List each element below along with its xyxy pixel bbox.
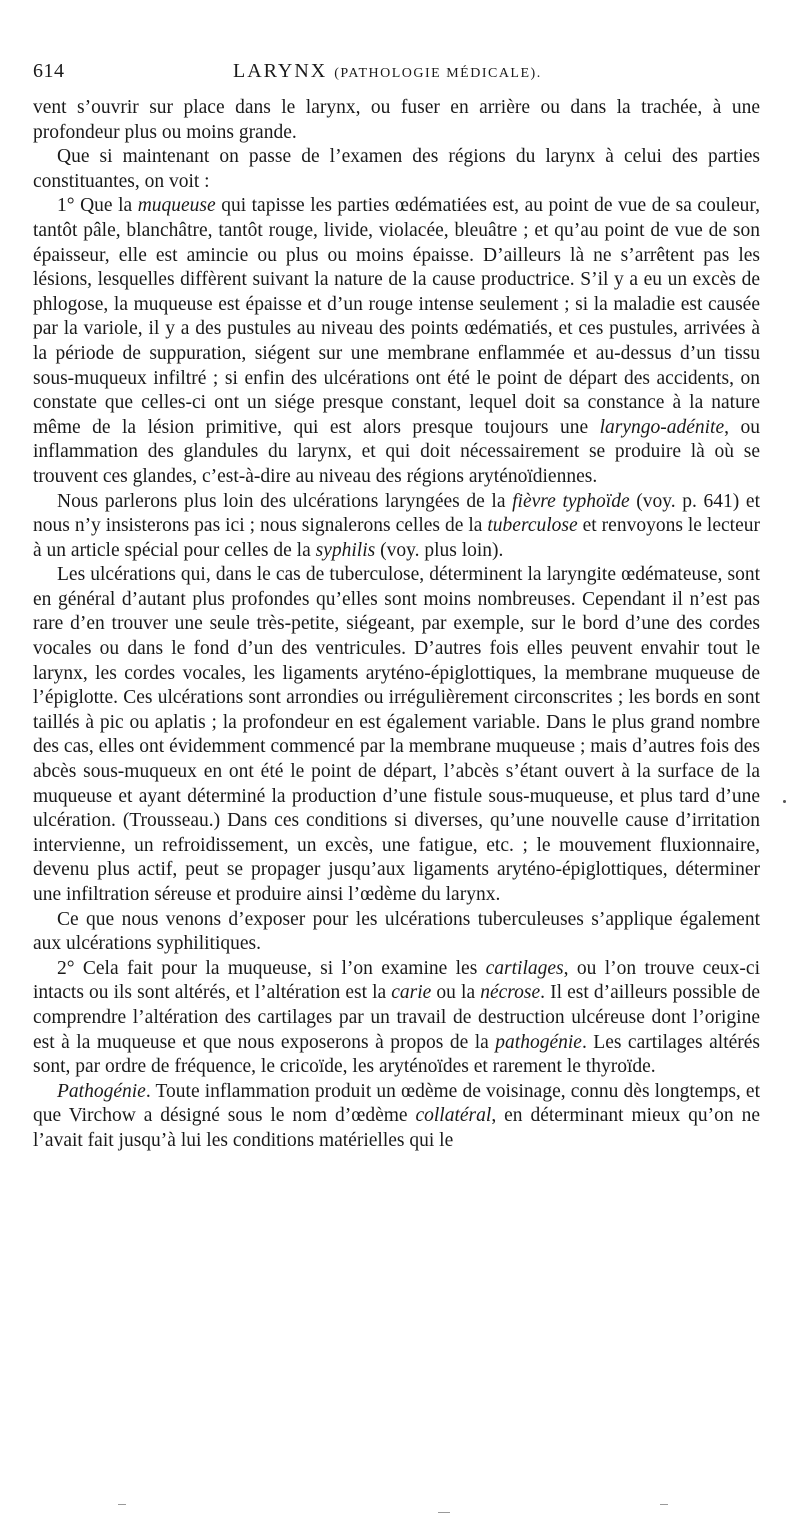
paragraph-p2 (33, 145, 760, 194)
paragraph-p7 (33, 957, 760, 1080)
body-text (33, 96, 760, 1154)
text-run: , ou l’on trouve ceux-ci intacts ou ils sont altérés, et l’altération est la (33, 957, 760, 1004)
running-header (33, 60, 760, 90)
page-number: 614 (33, 60, 65, 82)
text-run: . Il est d’ailleurs possible de comprendre l’altération des cartilages par un travail de destruction ulcéreuse dont l’origine est à la muqueuse et que nous exposerons à propos de la (33, 982, 760, 1053)
text-run: , en déterminant mieux qu’on ne l’avait fait jusqu’à lui les conditions matérielles qui le (33, 1105, 760, 1151)
text-run: ou la (431, 982, 481, 1004)
italic-term: collatéral (415, 1105, 492, 1127)
paragraph-p8 (33, 1080, 760, 1154)
paragraph-p6 (33, 908, 760, 957)
footer-dash-right (660, 1504, 668, 1505)
text-run: (voy. p. 641) et nous n’y insisterons pas ici ; nous signalerons celles de la (33, 490, 760, 537)
italic-term: tuberculose (487, 515, 578, 537)
text-run: qui tapisse les parties œdématiées est, au point de vue de sa couleur, tantôt pâle, blanchâtre, tantôt rouge, livide, violacée, bleuâtre ; et qu’au point de vue de son épaisseur, elle est amincie ou plus ou moins épaisse. D’ailleurs là ne s’arrêtent pas les lésions, lesquelles diffèrent suivant la nature de la cause productrice. S’il y a eu un excès de phlogose, la muqueuse est épaisse et d’un rouge intense seulement ; si la maladie est causée par la variole, il y a des pustules au niveau des points œdématiés, et ces pustules, arrivées à la période de suppuration, siégent sur une membrane enflammée et au-dessus d’un tissu sous-muqueux infiltré ; si enfin des ulcérations ont été le point de départ des accidents, on constate que celles-ci ont un siége presque constant, lequel doit sa constance à la nature même de la lésion primitive, qui est alors presque toujours une (33, 195, 760, 438)
italic-term: pathogénie (495, 1031, 582, 1053)
italic-term: cartilages (485, 957, 564, 979)
text-run: Que si maintenant on passe de l’examen des régions du larynx à celui des parties constituantes, on voit : (33, 146, 760, 192)
italic-term: carie (391, 982, 432, 1004)
italic-term: syphilis (315, 539, 376, 561)
italic-term: fièvre typhoïde (512, 490, 630, 512)
text-run: , ou inflammation des glandules du larynx, et qui doit nécessairement se produire là où se trouvent ces glandes, c’est-à-dire au niveau des régions aryténoïdiennes. (33, 416, 760, 487)
paragraph-p3 (33, 194, 760, 489)
footer-dash-center (438, 1512, 450, 1513)
text-run: 2° Cela fait pour la muqueuse, si l’on examine les (57, 957, 486, 979)
text-run: et renvoyons le lecteur à un article spécial pour celles de la (33, 515, 760, 561)
header-title: LARYNX (233, 60, 328, 82)
text-run: vent s’ouvrir sur place dans le larynx, ou fuser en arrière ou dans la trachée, à une profondeur plus ou moins grande. (33, 97, 760, 143)
text-run: Les ulcérations qui, dans le cas de tuberculose, déterminent la laryngite œdémateuse, sont en général d’autant plus profondes qu’elles sont moins nombreuses. Cependant il n’est pas rare d’en trouver une seule très-petite, siégeant, par exemple, sur le bord d’une des cordes vocales ou dans le fond d’un des ventricules. D’autres fois elles peuvent envahir tout le larynx, les cordes vocales, les ligaments aryténo-épiglottiques, la membrane muqueuse de l’épiglotte. Ces ulcérations sont arrondies ou irrégulièrement circonscrites ; les bords en sont taillés à pic ou aplatis ; la profondeur en est également variable. Dans le plus grand nombre des cas, elles ont évidemment commencé par la membrane muqueuse ; mais d’autres fois des abcès sous-muqueux en ont été le point de départ, l’abcès s’étant ouvert à la surface de la muqueuse et ayant déterminé la production d’une fistule sous-muqueuse, et plus tard d’une ulcération. (Trousseau.) Dans ces conditions si diverses, qu’une nouvelle cause d’irritation intervienne, un refroidissement, un excès, une fatigue, etc. ; le mouvement fluxionnaire, devenu plus actif, peut se propager jusqu’aux ligaments aryténo-épiglottiques, déterminer une infiltration séreuse et produire ainsi l’œdème du larynx. (33, 564, 760, 905)
text-run: (voy. plus loin). (375, 539, 504, 561)
italic-term: laryngo-adénite (599, 416, 725, 438)
italic-term: muqueuse (137, 195, 216, 217)
running-title (233, 60, 542, 83)
italic-term: Pathogénie (57, 1080, 146, 1102)
text-run: . Toute inflammation produit un œdème de voisinage, connu dès longtemps, et que Virchow a désigné sous le nom d’œdème (33, 1080, 760, 1127)
text-run: Ce que nous venons d’exposer pour les ulcérations tuberculeuses s’applique également aux ulcérations syphilitiques. (33, 908, 760, 955)
paragraph-p5 (33, 563, 760, 907)
footer-dash-left (118, 1504, 126, 1505)
text-run: 1° Que la (57, 195, 138, 217)
header-subtitle: (PATHOLOGIE MÉDICALE). (334, 66, 542, 81)
margin-speck (783, 800, 786, 803)
italic-term: nécrose (480, 982, 541, 1004)
paragraph-p1 (33, 96, 760, 145)
text-run: . Les cartilages altérés sont, par ordre de fréquence, le cricoïde, les aryténoïdes et rarement le thyroïde. (33, 1031, 761, 1078)
text-run: Nous parlerons plus loin des ulcérations laryngées de la (57, 490, 513, 512)
paragraph-p4 (33, 490, 760, 564)
